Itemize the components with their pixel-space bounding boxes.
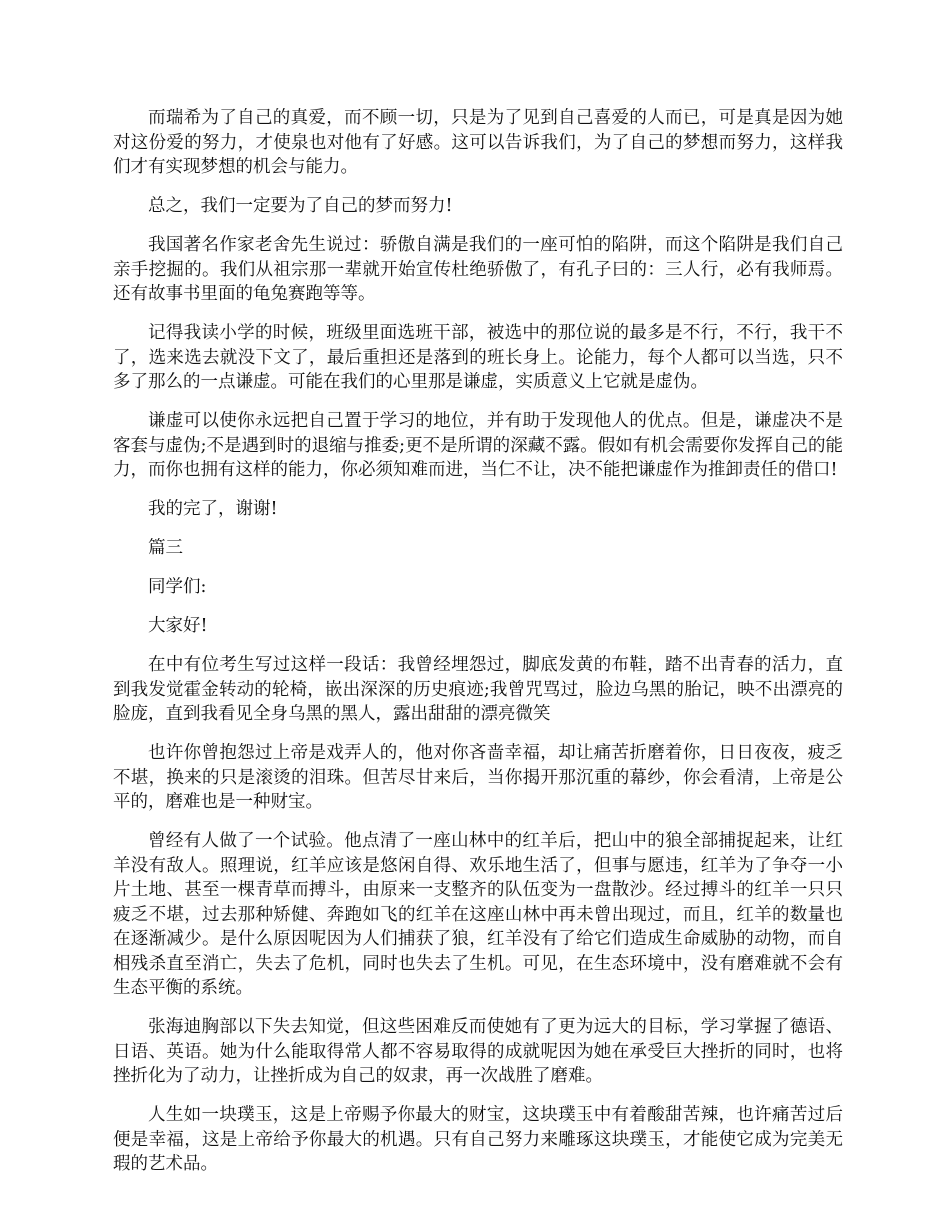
paragraph: 张海迪胸部以下失去知觉，但这些困难反而使她有了更为远大的目标，学习掌握了德语、日语、英语。她为什么能取得常人都不容易取得的成就呢因为她在承受巨大挫折的同时，也将挫折化为了动力，让挫折成为自己的奴隶，再一次战胜了磨难。 [113,1017,843,1086]
document-body [113,106,843,1191]
greeting: 大家好! [148,616,208,636]
paragraph: 总之，我们一定要为了自己的梦而努力! [148,196,453,216]
paragraph: 我国著名作家老舍先生说过：骄傲自满是我们的一座可怕的陷阱，而这个陷阱是我们自己亲手挖掘的。我们从祖宗那一辈就开始宣传杜绝骄傲了，有孔子曰的：三人行，必有我师焉。还有故事书里面的龟兔赛跑等等。 [113,235,843,304]
paragraph: 人生如一块璞玉，这是上帝赐予你最大的财宝，这块璞玉中有着酸甜苦辣，也许痛苦过后便是幸福，这是上帝给予你最大的机遇。只有自己努力来雕琢这块璞玉，才能使它成为完美无瑕的艺术品。 [113,1105,843,1174]
paragraph: 在中有位考生写过这样一段话：我曾经埋怨过，脚底发黄的布鞋，踏不出青春的活力，直到我发觉霍金转动的轮椅，嵌出深深的历史痕迹;我曾咒骂过，脸边乌黑的胎记，映不出漂亮的脸庞，直到我看见全身乌黑的黑人，露出甜甜的漂亮微笑 [113,655,843,724]
paragraph: 记得我读小学的时候，班级里面选班干部，被选中的那位说的最多是不行，不行，我干不了，选来选去就没下文了，最后重担还是落到的班长身上。论能力，每个人都可以当选，只不多了那么的一点谦虚。可能在我们的心里那是谦虚，实质意义上它就是虚伪。 [113,323,843,392]
paragraph: 我的完了，谢谢! [148,499,278,519]
section-heading: 篇三 [148,538,183,558]
paragraph: 谦虚可以使你永远把自己置于学习的地位，并有助于发现他人的优点。但是，谦虚决不是客套与虚伪;不是遇到时的退缩与推委;更不是所谓的深藏不露。假如有机会需要你发挥自己的能力，而你也拥有这样的能力，你必须知难而进，当仁不让，决不能把谦虚作为推卸责任的借口! [113,411,843,480]
paragraph: 曾经有人做了一个试验。他点清了一座山林中的红羊后，把山中的狼全部捕捉起来，让红羊没有敌人。照理说，红羊应该是悠闲自得、欢乐地生活了，但事与愿违，红羊为了争夺一小片土地、甚至一棵青草而搏斗，由原来一支整齐的队伍变为一盘散沙。经过搏斗的红羊一只只疲乏不堪，过去那种矫健、奔跑如飞的红羊在这座山林中再未曾出现过，而且，红羊的数量也在逐渐减少。是什么原因呢因为人们捕获了狼，红羊没有了给它们造成生命威胁的动物，而自相残杀直至消亡，失去了危机，同时也失去了生机。可见，在生态环境中，没有磨难就不会有生态平衡的系统。 [113,831,843,998]
paragraph: 而瑞希为了自己的真爱，而不顾一切，只是为了见到自己喜爱的人而已，可是真是因为她对这份爱的努力，才使泉也对他有了好感。这可以告诉我们，为了自己的梦想而努力，这样我们才有实现梦想的机会与能力。 [113,108,843,177]
salutation: 同学们: [148,577,207,597]
paragraph: 也许你曾抱怨过上帝是戏弄人的，他对你吝啬幸福，却让痛苦折磨着你，日日夜夜，疲乏不堪，换来的只是滚烫的泪珠。但苦尽甘来后，当你揭开那沉重的幕纱，你会看清，上帝是公平的，磨难也是一种财宝。 [113,743,843,812]
